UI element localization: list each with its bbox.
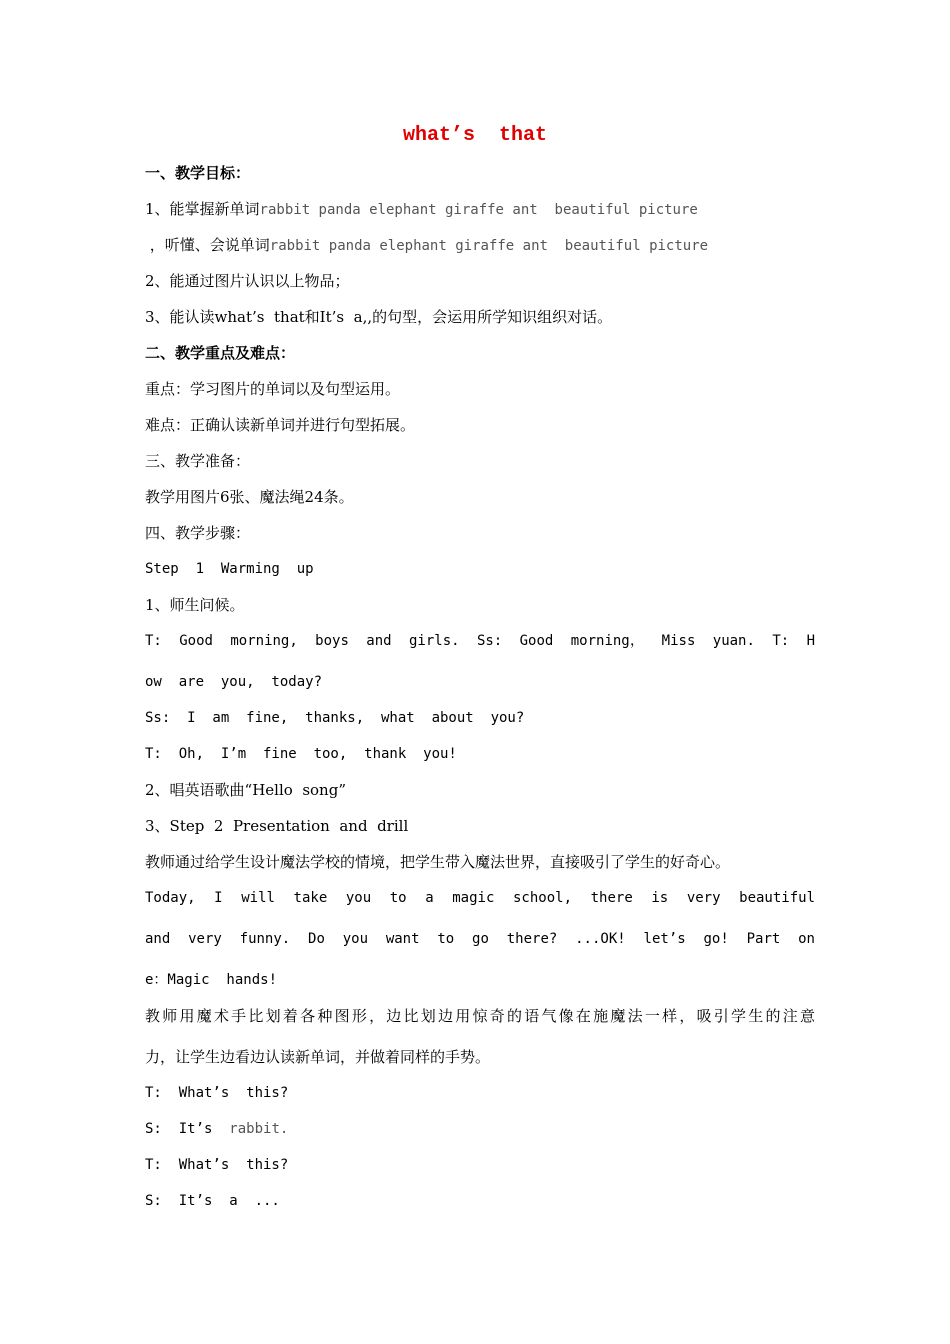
qa-answer-1-word: rabbit. [229, 1121, 289, 1137]
section-heading-objectives: 一、教学目标： [145, 164, 251, 182]
dialogue-line-1b: ow are you, today? [145, 674, 323, 690]
step-1-heading: Step 1 Warming up [145, 561, 314, 577]
paragraph-1: 教师通过给学生设计魔法学校的情境，把学生带入魔法世界，直接吸引了学生的好奇心。 [145, 853, 731, 871]
goal-1a-words: rabbit panda elephant giraffe ant beautiful picture [259, 202, 698, 218]
goal-1b-prefix: ，听懂、会说单词 [145, 236, 270, 254]
goal-3: 3、能认读what’s that和It’s a,,的句型，会运用所学知识组织对话。 [145, 308, 613, 326]
section-heading-focus: 二、教学重点及难点： [145, 344, 296, 362]
goal-1b-words: rabbit panda elephant giraffe ant beautiful picture [269, 238, 709, 254]
paragraph-3b: 力，让学生边看边认读新单词，并做着同样的手势。 [145, 1048, 491, 1066]
dialogue-line-3: T: Oh, I’m fine too, thank you! [145, 746, 457, 762]
goal-1a [145, 198, 815, 221]
paragraph-2b: and very funny. Do you want to go there? ...OK! let’s go! Part on [145, 931, 815, 947]
dialogue-line-2: Ss: I am fine, thanks, what about you? [145, 710, 525, 726]
difficulty-text: 难点：正确认读新单词并进行句型拓展。 [145, 416, 416, 434]
paragraph-3a: 教师用魔术手比划着各种图形，边比划边用惊奇的语气像在施魔法一样，吸引学生的注意 [145, 1007, 815, 1025]
document-title: what’s that [402, 124, 548, 147]
paragraph-2a: Today, I will take you to a magic school, there is very beautiful [145, 890, 815, 906]
qa-answer-2: S: It’s a ... [145, 1193, 280, 1209]
dialogue-line-1a: T: Good morning, boys and girls. Ss: Good morning， Miss yuan. T: H [145, 633, 815, 649]
step-1-item-1: 1、师生问候。 [145, 596, 245, 614]
goal-1b [145, 234, 815, 257]
paragraph-2c: e：Magic hands! [145, 972, 278, 988]
qa-answer-1-prefix: S: It’s [145, 1121, 230, 1137]
qa-question-1: T: What’s this? [145, 1085, 289, 1101]
focus-text: 重点：学习图片的单词以及句型运用。 [145, 380, 401, 398]
qa-question-2: T: What’s this? [145, 1157, 289, 1173]
step-1-item-2: 2、唱英语歌曲“Hello song” [145, 781, 346, 799]
goal-2: 2、能通过图片认识以上物品； [145, 272, 350, 290]
prep-text: 教学用图片6张、魔法绳24条。 [145, 488, 354, 506]
qa-answer-1 [145, 1118, 815, 1140]
section-heading-prep: 三、教学准备： [145, 452, 251, 470]
goal-1a-prefix: 1、能掌握新单词 [145, 200, 260, 218]
step-2-heading: 3、Step 2 Presentation and drill [145, 817, 409, 835]
section-heading-steps: 四、教学步骤： [145, 524, 251, 542]
